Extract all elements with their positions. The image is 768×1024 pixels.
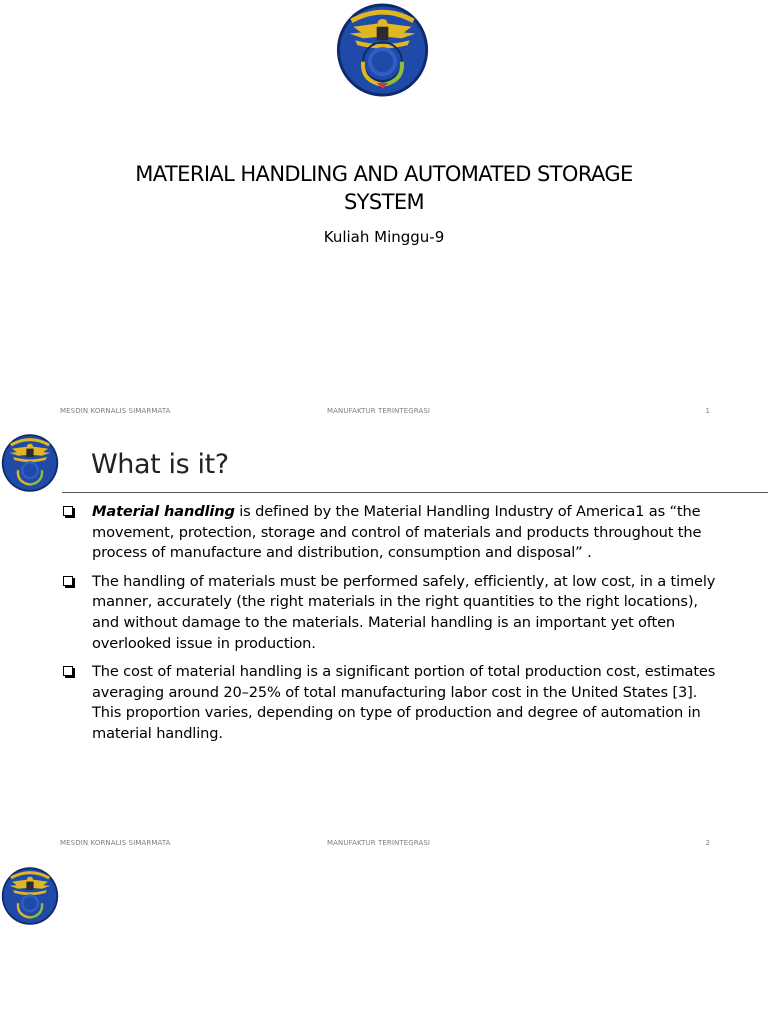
slide-3 <box>0 864 768 1024</box>
polytechnic-emblem-icon <box>0 432 60 494</box>
checkbox-bullet-icon <box>63 666 73 676</box>
bullet-list <box>62 502 722 753</box>
slide-1 <box>0 0 768 432</box>
checkbox-bullet-icon <box>63 576 73 586</box>
bullet-text: The handling of materials must be performed safely, efficiently, at low cost, in a timely manner, accurately (the right materials in the right quantities to the right locations), and without damage to the materials. Material handling is an important yet often overlooked issue in production. <box>92 572 716 652</box>
slide-title: What is it? <box>91 449 229 480</box>
bullet-item <box>62 572 722 654</box>
polytechnic-emblem-icon <box>0 865 60 927</box>
title-line-1: MATERIAL HANDLING AND AUTOMATED STORAGE <box>135 162 633 186</box>
polytechnic-emblem-icon <box>334 1 431 99</box>
checkbox-bullet-icon <box>63 506 73 516</box>
footer-author: MESDIN KORNALIS SIMARMATA <box>60 407 171 415</box>
title-line-2: SYSTEM <box>343 190 425 214</box>
bullet-text: The cost of material handling is a significant portion of total production cost, estimates averaging around 20–25% of total manufacturing labor cost in the United States [3]. This proportion varies, depending on type of production and degree of automation in material handling. <box>92 663 716 742</box>
footer-author: MESDIN KORNALIS SIMARMATA <box>60 839 171 847</box>
bullet-emphasis: Material handling <box>92 503 235 520</box>
footer-course: MANUFAKTUR TERINTEGRASI <box>327 839 431 847</box>
bullet-item <box>62 662 722 744</box>
presentation-subtitle: Kuliah Minggu-9 <box>323 228 445 246</box>
footer-course: MANUFAKTUR TERINTEGRASI <box>327 407 431 415</box>
slide-footer <box>0 839 768 851</box>
slide-footer <box>0 407 768 419</box>
bullet-item <box>62 502 722 564</box>
slide-number: 1 <box>705 407 710 415</box>
bullet-text: is defined by the Material Handling Industry of America1 as “the movement, protection, storage and control of materials and products throughout the process of manufacture and distribution, consumption and disposal” . <box>92 503 702 562</box>
presentation-title <box>84 160 684 216</box>
slide-number: 2 <box>705 839 710 847</box>
title-divider <box>62 492 768 493</box>
slide-2 <box>0 432 768 864</box>
